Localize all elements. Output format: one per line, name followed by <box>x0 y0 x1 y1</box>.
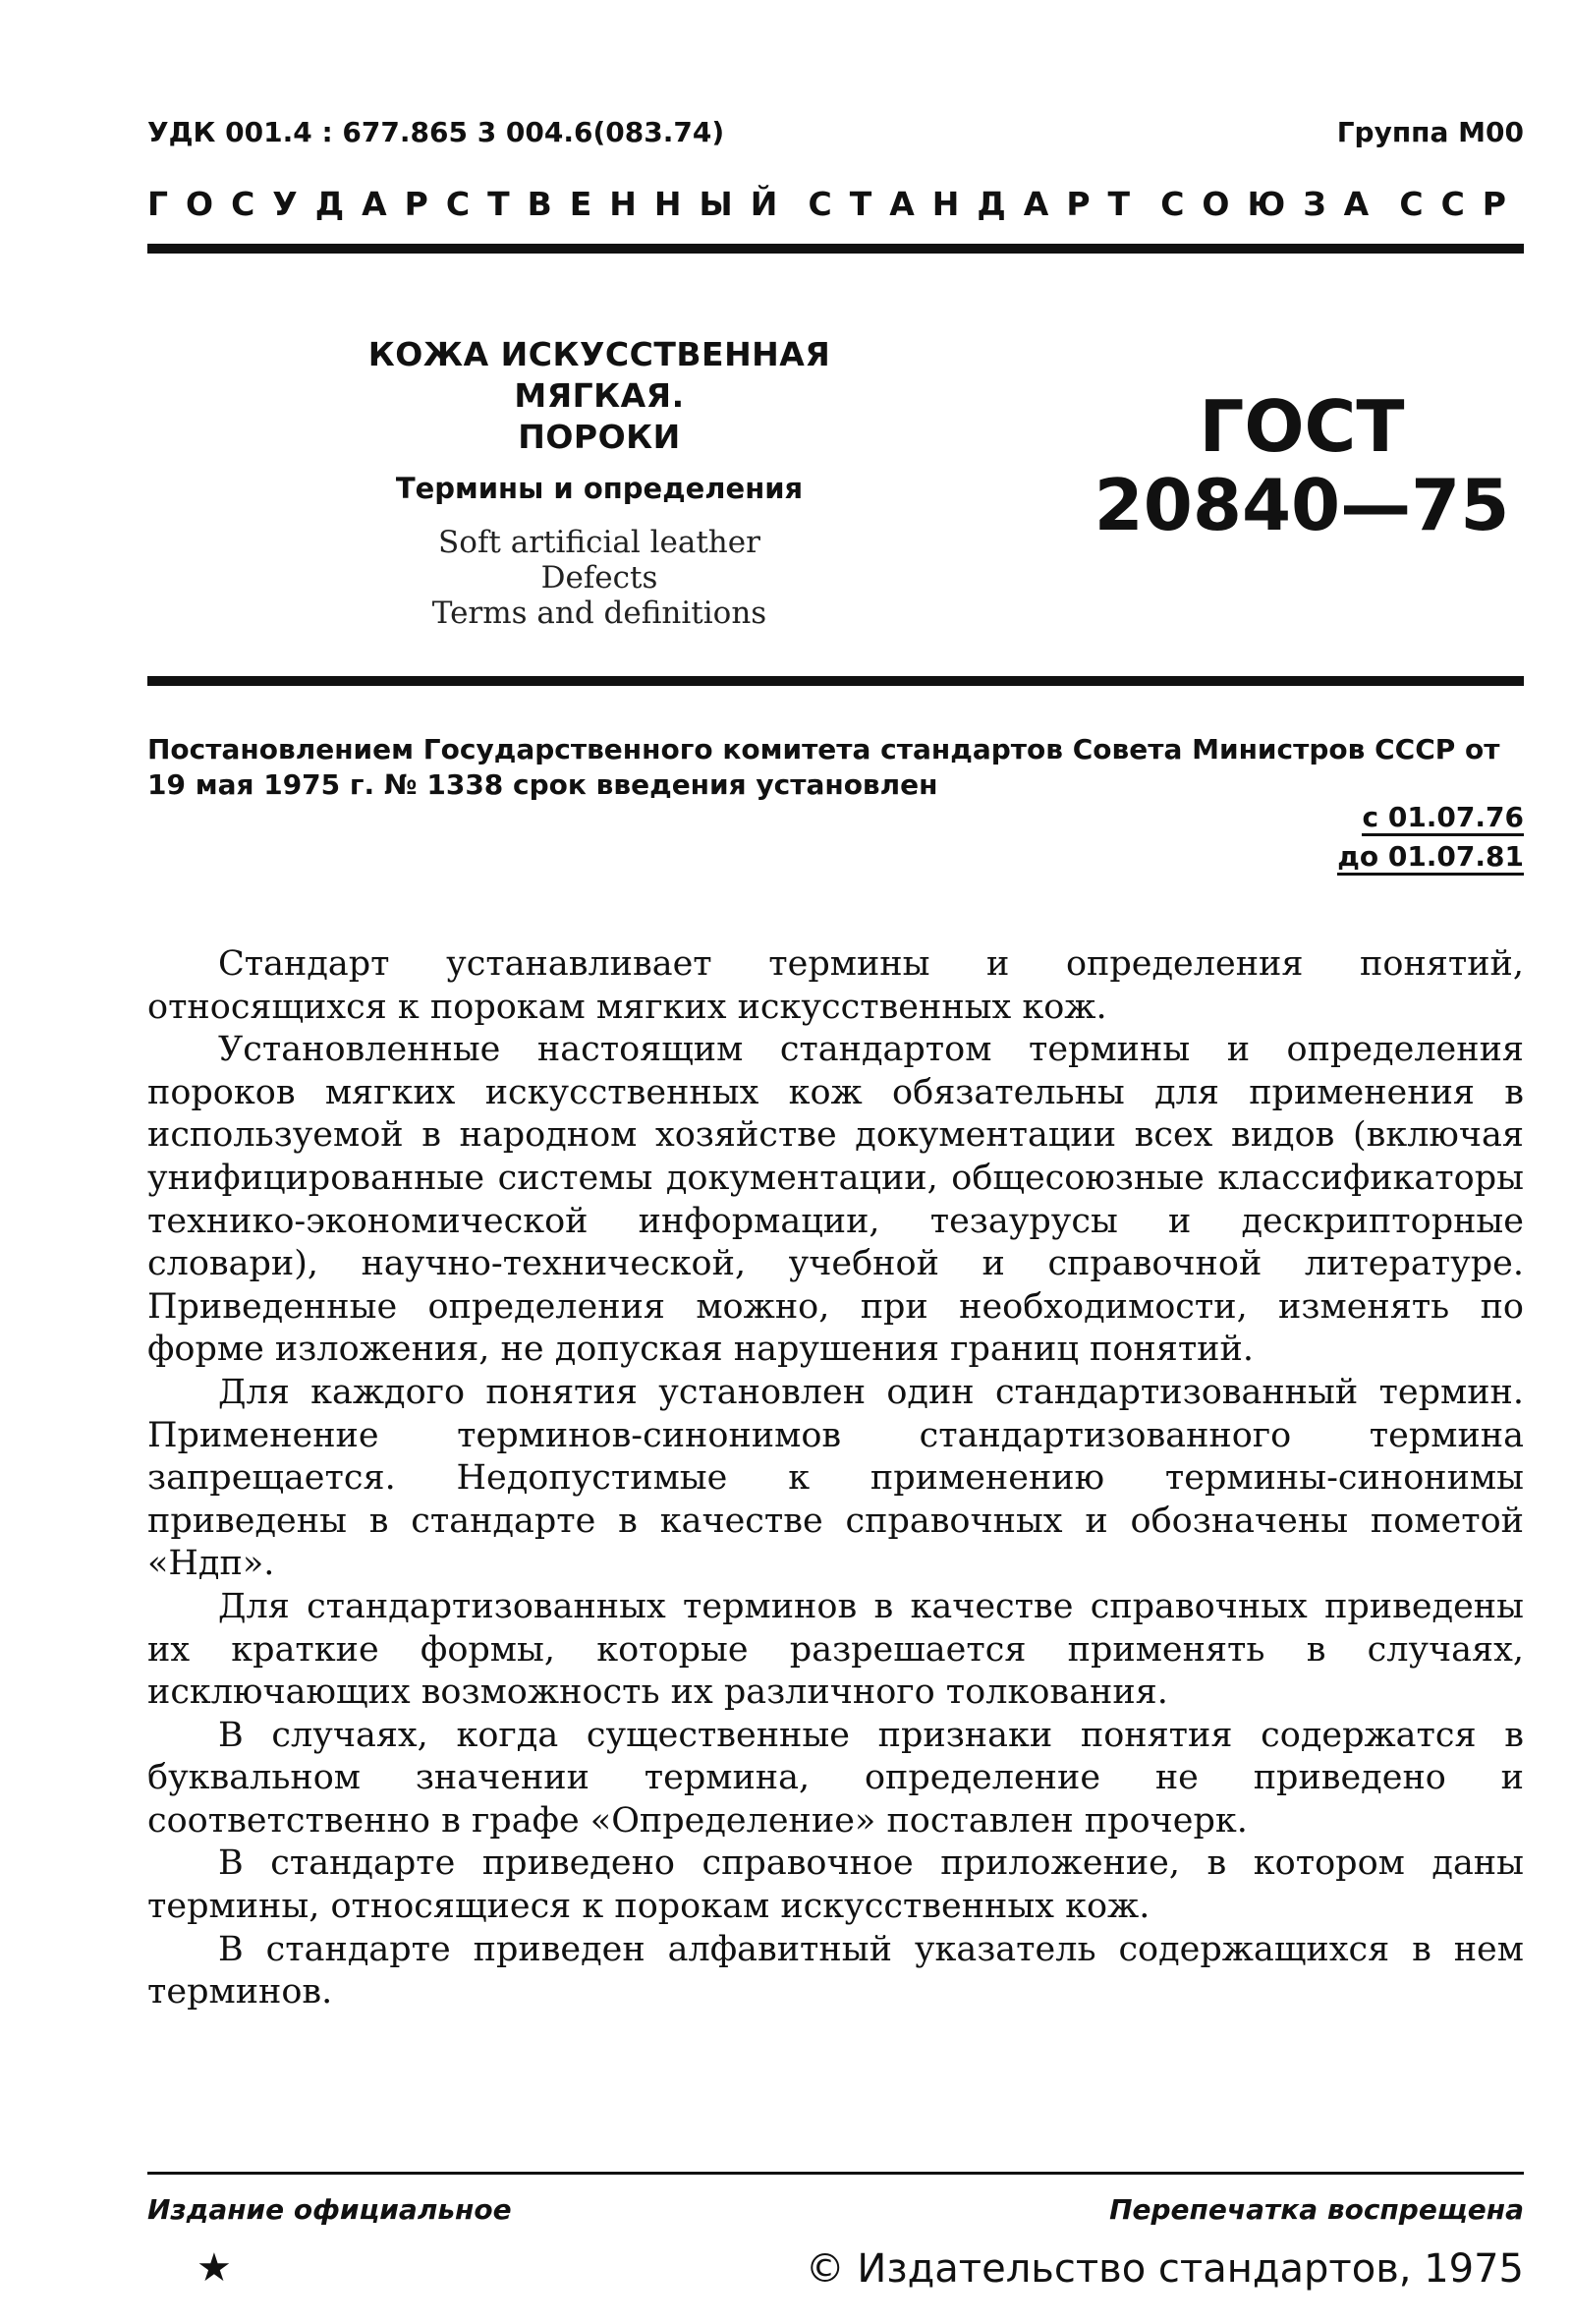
official-edition-label: Издание официальное <box>147 2193 512 2226</box>
group-code: Группа М00 <box>1336 116 1524 148</box>
title-block <box>295 334 904 631</box>
udk-code: УДК 001.4 : 677.865 3 004.6(083.74) <box>147 116 725 148</box>
gost-number: 20840—75 <box>1094 464 1510 546</box>
date-to-value: до 01.07.81 <box>1337 840 1524 876</box>
footer-rule <box>147 2172 1524 2175</box>
validity-dates <box>1337 798 1524 877</box>
header-rule <box>147 244 1524 254</box>
decree-text: Постановлением Государственного комитета стандартов Совета Министров СССР от 19 мая 1975 г. № 1338 срок введения установлен <box>147 733 1500 801</box>
title-en <box>295 525 904 631</box>
title-ru-line2: ПОРОКИ <box>518 418 681 456</box>
title-rule <box>147 676 1524 686</box>
title-ru-subtitle: Термины и определения <box>395 472 804 505</box>
body-paragraph-4: Для стандартизованных терминов в качестве справочных приведены их краткие формы, которые разрешается применять в случаях, исключающих возможность их различного толкования. <box>147 1586 1524 1713</box>
body-paragraph-5: В случаях, когда существенные признаки понятия содержатся в буквальном значении термина, определение не приведено и соответственно в графе «Определение» поставлен прочерк. <box>147 1715 1524 1841</box>
date-to <box>1337 837 1524 877</box>
publisher-copyright: © Издательство стандартов, 1975 <box>805 2246 1524 2292</box>
body-text <box>147 943 1524 2014</box>
body-paragraph-7: В стандарте приведен алфавитный указатель содержащихся в нем терминов. <box>147 1929 1524 2012</box>
body-paragraph-3: Для каждого понятия установлен один стандартизованный термин. Применение терминов-синонимов стандартизованного термина запрещается. Недопустимые к применению термины-синонимы приведены в стандарте в качестве справочных и обозначены пометой «Ндп». <box>147 1372 1524 1584</box>
body-paragraph-2: Установленные настоящим стандартом термины и определения пороков мягких искусственных кож обязательны для применения в используемой в народном хозяйстве документации всех видов (включая унифицированные системы документации, общесоюзные классификаторы технико-экономической информации, тезаурусы и дескрипторные словари), научно-технической, учебной и справочной литературе. Приведенные определения можно, при необходимости, изменять по форме изложения, не допуская нарушения границ понятий. <box>147 1030 1524 1370</box>
gost-label: ГОСТ <box>1199 385 1405 468</box>
title-en-line1: Soft artificial leather <box>438 525 760 560</box>
gost-designation <box>1091 385 1513 546</box>
reprint-prohibited-label: Перепечатка воспрещена <box>1109 2193 1524 2226</box>
state-word-4: ССР <box>1399 185 1524 223</box>
date-from-value: с 01.07.76 <box>1362 801 1524 836</box>
state-standard-banner <box>147 185 1524 223</box>
state-word-2: СТАНДАРТ <box>808 185 1149 223</box>
star-icon: ★ <box>196 2245 232 2291</box>
title-en-line2: Defects <box>540 560 658 595</box>
date-from <box>1337 798 1524 837</box>
body-paragraph-6: В стандарте приведено справочное приложение, в котором даны термины, относящиеся к порокам искусственных кож. <box>147 1843 1524 1927</box>
title-ru-line1: КОЖА ИСКУССТВЕННАЯ МЯГКАЯ. <box>367 335 831 415</box>
state-word-3: СОЮЗА <box>1160 185 1387 223</box>
state-word-1: ГОСУДАРСТВЕННЫЙ <box>147 185 796 223</box>
body-paragraph-1: Стандарт устанавливает термины и определения понятий, относящихся к порокам мягких искусственных кож. <box>147 944 1524 1027</box>
title-en-line3: Terms and definitions <box>431 595 767 631</box>
